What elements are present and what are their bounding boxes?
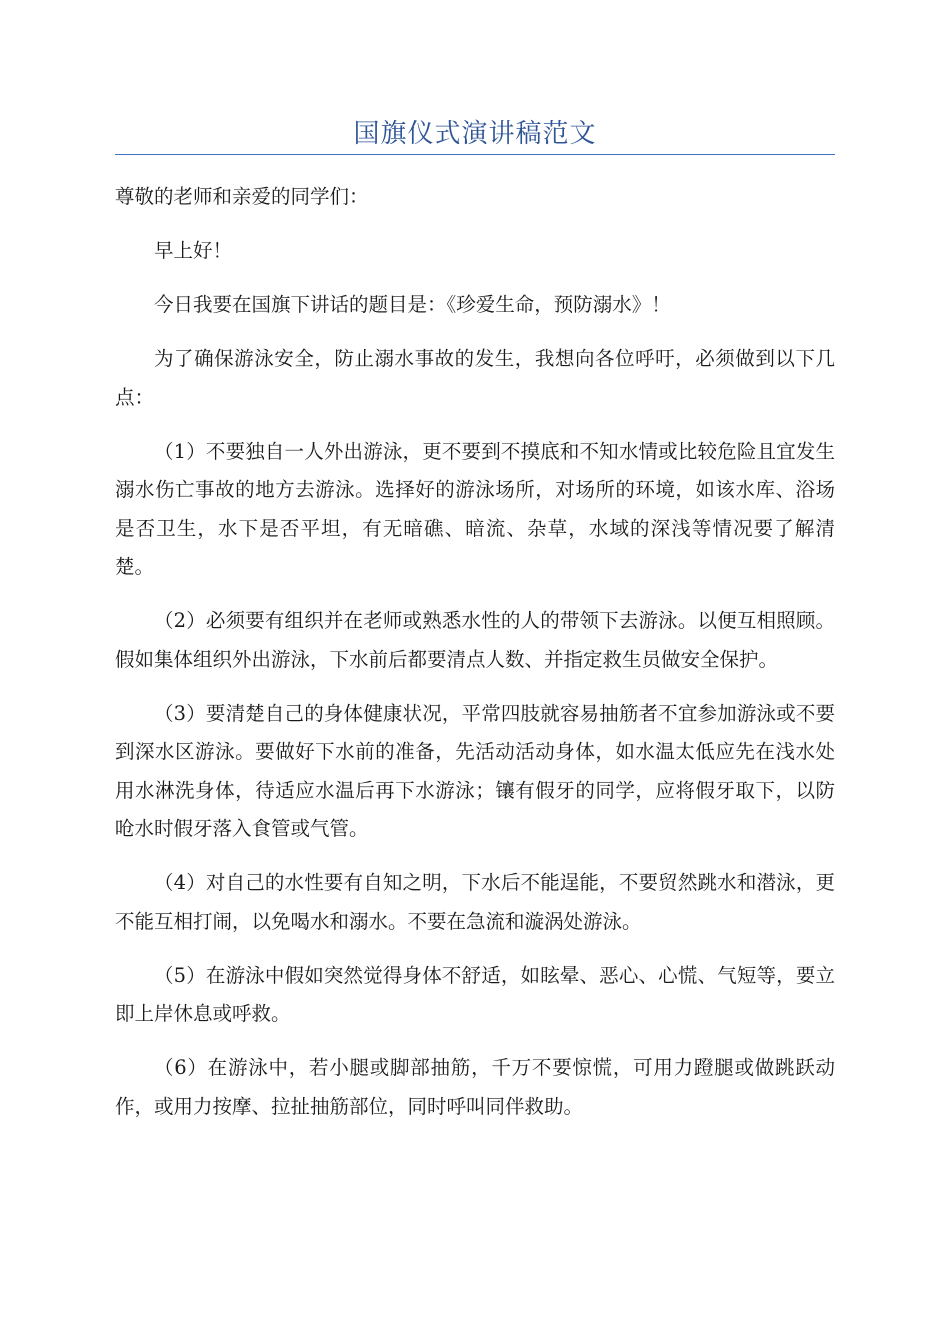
document-body xyxy=(115,178,835,1142)
paragraph-intro: 为了确保游泳安全，防止溺水事故的发生，我想向各位呼吁，必须做到以下几点： xyxy=(115,347,835,409)
document-title: 国旗仪式演讲稿范文 xyxy=(353,119,597,149)
paragraph-point-4: （4）对自己的水性要有自知之明，下水后不能逞能，不要贸然跳水和潜泳，更不能互相打闹，以免喝水和溺水。不要在急流和漩涡处游泳。 xyxy=(115,871,835,933)
salutation: 尊敬的老师和亲爱的同学们： xyxy=(115,185,369,208)
paragraph-greeting: 早上好！ xyxy=(154,239,233,262)
paragraph-point-6: （6）在游泳中，若小腿或脚部抽筋，千万不要惊慌，可用力蹬腿或做跳跃动作，或用力按摩、拉扯抽筋部位，同时呼叫同伴救助。 xyxy=(115,1056,835,1118)
paragraph-topic: 今日我要在国旗下讲话的题目是：《珍爱生命，预防溺水》！ xyxy=(154,293,671,316)
paragraph-point-1: （1）不要独自一人外出游泳，更不要到不摸底和不知水情或比较危险且宜发生溺水伤亡事故的地方去游泳。选择好的游泳场所，对场所的环境，如该水库、浴场是否卫生，水下是否平坦，有无暗礁、暗流、杂草，水域的深浅等情况要了解清楚。 xyxy=(115,439,835,578)
paragraph-point-5: （5）在游泳中假如突然觉得身体不舒适，如眩晕、恶心、心慌、气短等，要立即上岸休息或呼救。 xyxy=(115,963,835,1025)
paragraph-point-2: （2）必须要有组织并在老师或熟悉水性的人的带领下去游泳。以便互相照顾。假如集体组织外出游泳，下水前后都要清点人数、并指定救生员做安全保护。 xyxy=(115,609,835,671)
paragraph-point-3: （3）要清楚自己的身体健康状况，平常四肢就容易抽筋者不宜参加游泳或不要到深水区游泳。要做好下水前的准备，先活动活动身体，如水温太低应先在浅水处用水淋洗身体，待适应水温后再下水游泳；镶有假牙的同学，应将假牙取下，以防呛水时假牙落入食管或气管。 xyxy=(115,701,835,840)
title-underline xyxy=(115,154,835,155)
